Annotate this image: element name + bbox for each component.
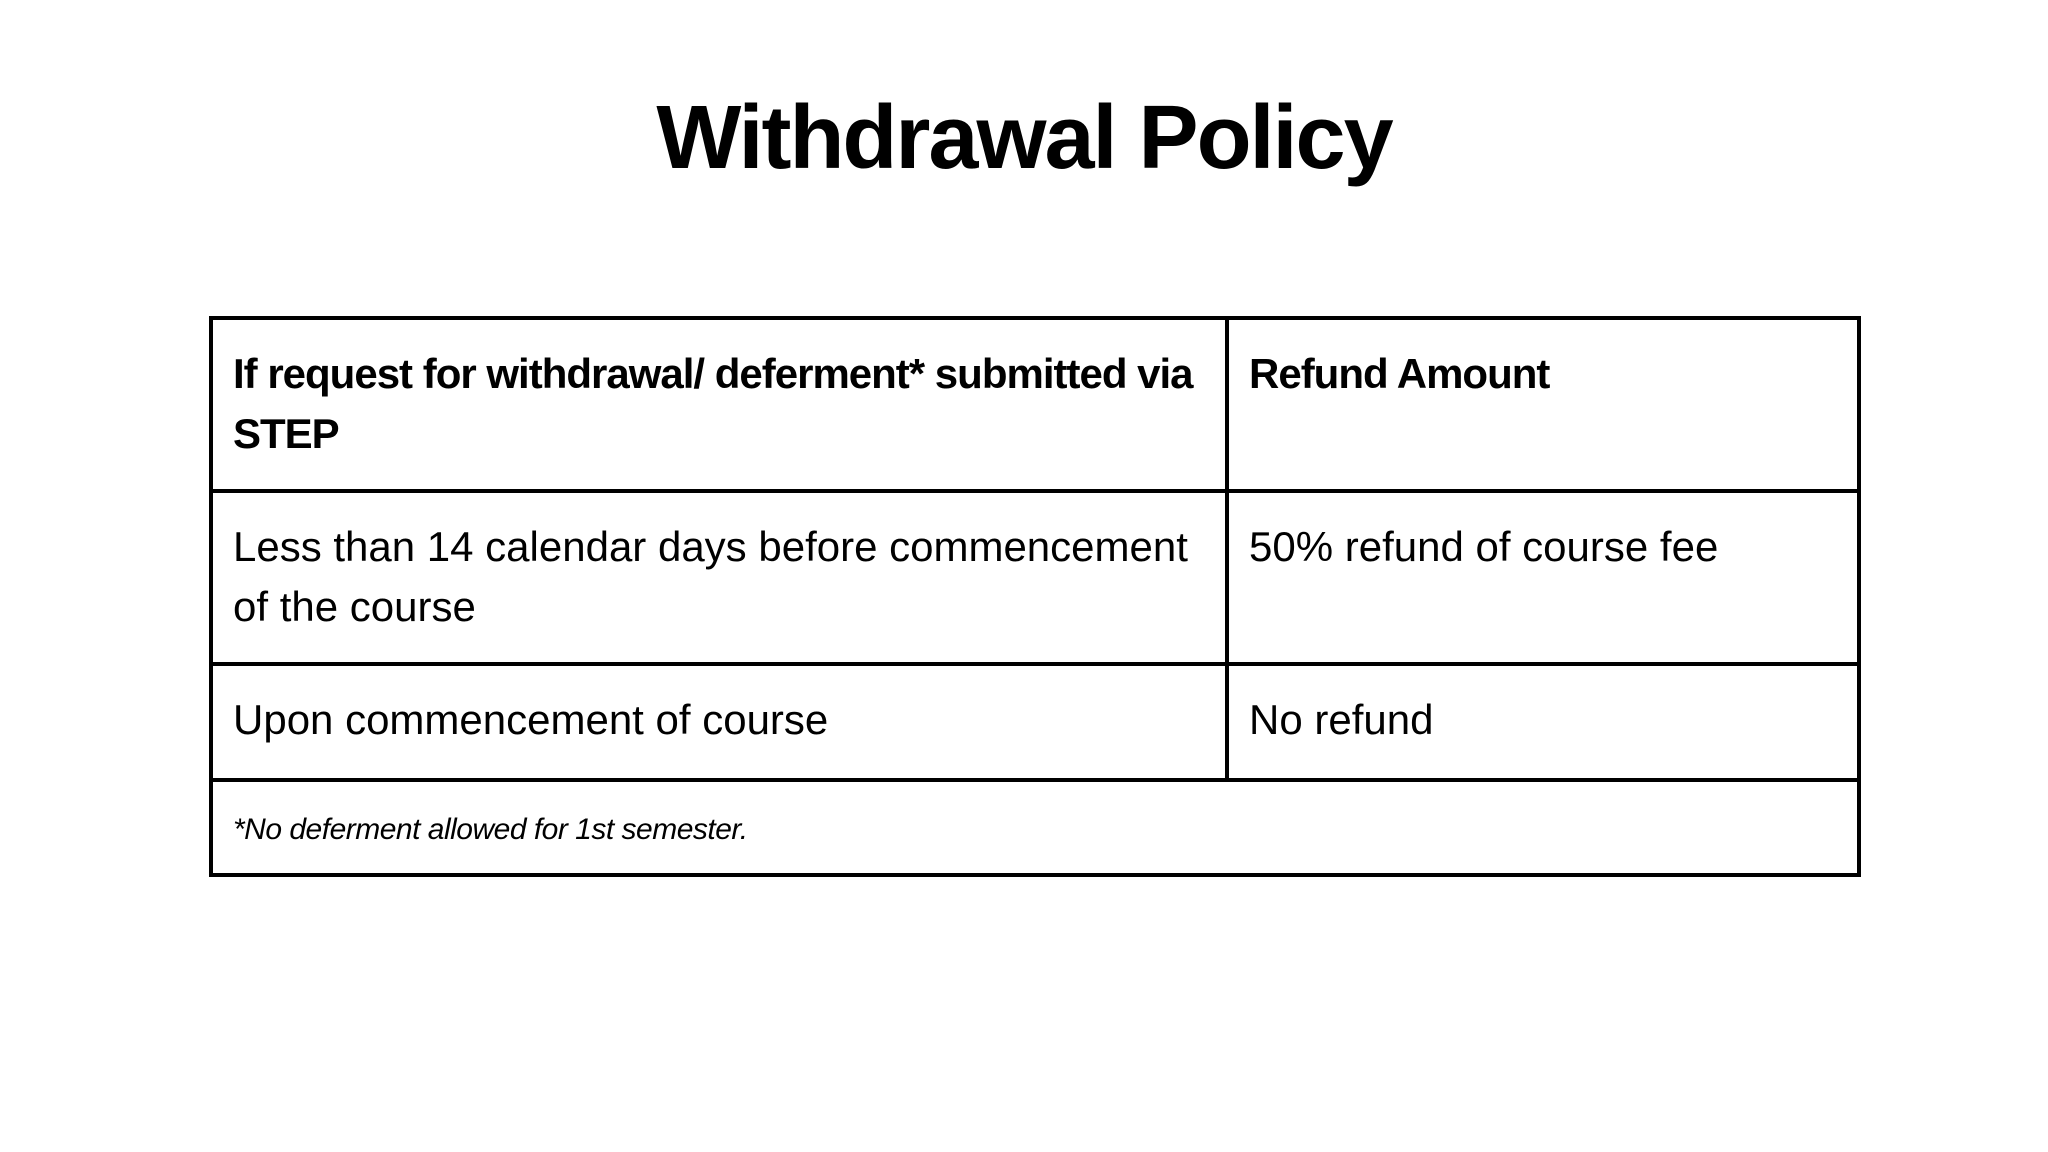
cell-condition: Less than 14 calendar days before commencement of the course: [211, 491, 1227, 664]
footnote-text: *No deferment allowed for 1st semester.: [211, 780, 1859, 875]
table-row: [211, 664, 1859, 780]
table-header-row: [211, 318, 1859, 491]
cell-refund: 50% refund of course fee: [1227, 491, 1859, 664]
header-cell-refund: Refund Amount: [1227, 318, 1859, 491]
table-row: [211, 491, 1859, 664]
footnote-row: [211, 780, 1859, 875]
page-title: Withdrawal Policy: [656, 88, 1392, 188]
header-cell-request: If request for withdrawal/ deferment* submitted via STEP: [211, 318, 1227, 491]
cell-refund: No refund: [1227, 664, 1859, 780]
cell-condition: Upon commencement of course: [211, 664, 1227, 780]
withdrawal-policy-table: [209, 316, 1861, 877]
